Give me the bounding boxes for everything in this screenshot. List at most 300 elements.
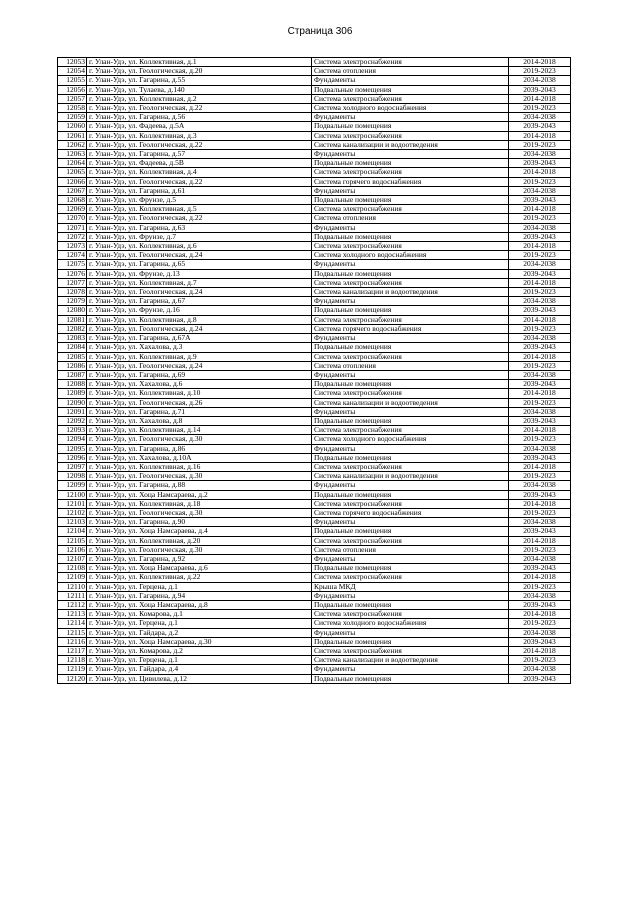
address-cell: г. Улан-Удэ, ул. Коллективная, д.6 [87, 242, 312, 251]
table-row [58, 196, 571, 205]
row-number-cell: 12092 [58, 416, 87, 425]
row-number-cell: 12063 [58, 150, 87, 159]
row-number-cell: 12103 [58, 518, 87, 527]
address-cell: г. Улан-Удэ, ул. Коллективная, д.20 [87, 536, 312, 545]
row-number-cell: 12104 [58, 527, 87, 536]
row-number-cell: 12109 [58, 573, 87, 582]
period-cell: 2014-2018 [509, 242, 571, 251]
system-cell: Подвальные помещения [312, 343, 509, 352]
table-row [58, 85, 571, 94]
table-row [58, 453, 571, 462]
address-cell: г. Улан-Удэ, ул. Хоца Намсараева, д.6 [87, 564, 312, 573]
row-number-cell: 12116 [58, 637, 87, 646]
address-cell: г. Улан-Удэ, ул. Геологическая, д.30 [87, 508, 312, 517]
row-number-cell: 12088 [58, 380, 87, 389]
table-row [58, 610, 571, 619]
address-cell: г. Улан-Удэ, ул. Коллективная, д.2 [87, 94, 312, 103]
row-number-cell: 12072 [58, 232, 87, 241]
table-row [58, 582, 571, 591]
row-number-cell: 12079 [58, 297, 87, 306]
period-cell: 2019-2023 [509, 508, 571, 517]
system-cell: Система канализации и водоотведения [312, 398, 509, 407]
table-row [58, 444, 571, 453]
period-cell: 2034-2038 [509, 591, 571, 600]
period-cell: 2034-2038 [509, 150, 571, 159]
system-cell: Подвальные помещения [312, 527, 509, 536]
system-cell: Система электроснабжения [312, 536, 509, 545]
period-cell: 2019-2023 [509, 177, 571, 186]
period-cell: 2019-2023 [509, 67, 571, 76]
row-number-cell: 12118 [58, 656, 87, 665]
system-cell: Система электроснабжения [312, 94, 509, 103]
table-row [58, 472, 571, 481]
table-row [58, 370, 571, 379]
table-row [58, 527, 571, 536]
system-cell: Подвальные помещения [312, 453, 509, 462]
address-cell: г. Улан-Удэ, ул. Гагарина, д.57 [87, 150, 312, 159]
period-cell: 2034-2038 [509, 407, 571, 416]
address-cell: г. Улан-Удэ, ул. Гайдара, д.4 [87, 665, 312, 674]
period-cell: 2019-2023 [509, 251, 571, 260]
table-row [58, 665, 571, 674]
row-number-cell: 12097 [58, 462, 87, 471]
address-cell: г. Улан-Удэ, ул. Гагарина, д.88 [87, 481, 312, 490]
table-row [58, 481, 571, 490]
row-number-cell: 12076 [58, 269, 87, 278]
table-row [58, 637, 571, 646]
period-cell: 2019-2023 [509, 398, 571, 407]
period-cell: 2014-2018 [509, 610, 571, 619]
table-row [58, 58, 571, 67]
address-cell: г. Улан-Удэ, ул. Комарова, д.1 [87, 610, 312, 619]
period-cell: 2034-2038 [509, 444, 571, 453]
row-number-cell: 12085 [58, 352, 87, 361]
row-number-cell: 12115 [58, 628, 87, 637]
address-cell: г. Улан-Удэ, ул. Геологическая, д.30 [87, 435, 312, 444]
address-cell: г. Улан-Удэ, ул. Тулаева, д.140 [87, 85, 312, 94]
system-cell: Фундаменты [312, 444, 509, 453]
row-number-cell: 12075 [58, 260, 87, 269]
row-number-cell: 12056 [58, 85, 87, 94]
works-table [57, 57, 571, 684]
address-cell: г. Улан-Удэ, ул. Коллективная, д.14 [87, 426, 312, 435]
table-row [58, 140, 571, 149]
system-cell: Подвальные помещения [312, 306, 509, 315]
table-row [58, 416, 571, 425]
system-cell: Подвальные помещения [312, 564, 509, 573]
system-cell: Система горячего водоснабжения [312, 324, 509, 333]
table-row [58, 554, 571, 563]
system-cell: Система горячего водоснабжения [312, 177, 509, 186]
address-cell: г. Улан-Удэ, ул. Коллективная, д.18 [87, 499, 312, 508]
works-table-body [58, 58, 571, 684]
address-cell: г. Улан-Удэ, ул. Гагарина, д.94 [87, 591, 312, 600]
address-cell: г. Улан-Удэ, ул. Геологическая, д.26 [87, 398, 312, 407]
row-number-cell: 12113 [58, 610, 87, 619]
table-row [58, 490, 571, 499]
system-cell: Фундаменты [312, 150, 509, 159]
system-cell: Подвальные помещения [312, 380, 509, 389]
address-cell: г. Улан-Удэ, ул. Гагарина, д.69 [87, 370, 312, 379]
address-cell: г. Улан-Удэ, ул. Герцена, д.1 [87, 582, 312, 591]
period-cell: 2034-2038 [509, 554, 571, 563]
row-number-cell: 12070 [58, 214, 87, 223]
system-cell: Подвальные помещения [312, 122, 509, 131]
address-cell: г. Улан-Удэ, ул. Геологическая, д.24 [87, 361, 312, 370]
address-cell: г. Улан-Удэ, ул. Геологическая, д.20 [87, 67, 312, 76]
system-cell: Система электроснабжения [312, 131, 509, 140]
address-cell: г. Улан-Удэ, ул. Гагарина, д.56 [87, 113, 312, 122]
address-cell: г. Улан-Удэ, ул. Гагарина, д.90 [87, 518, 312, 527]
address-cell: г. Улан-Удэ, ул. Геологическая, д.24 [87, 251, 312, 260]
system-cell: Фундаменты [312, 223, 509, 232]
address-cell: г. Улан-Удэ, ул. Геологическая, д.30 [87, 472, 312, 481]
period-cell: 2019-2023 [509, 472, 571, 481]
table-row [58, 435, 571, 444]
period-cell: 2019-2023 [509, 140, 571, 149]
address-cell: г. Улан-Удэ, ул. Коллективная, д.1 [87, 58, 312, 67]
table-row [58, 251, 571, 260]
row-number-cell: 12059 [58, 113, 87, 122]
system-cell: Система электроснабжения [312, 499, 509, 508]
system-cell: Система холодного водоснабжения [312, 435, 509, 444]
system-cell: Фундаменты [312, 554, 509, 563]
address-cell: г. Улан-Удэ, ул. Геологическая, д.24 [87, 324, 312, 333]
row-number-cell: 12100 [58, 490, 87, 499]
system-cell: Система холодного водоснабжения [312, 619, 509, 628]
row-number-cell: 12093 [58, 426, 87, 435]
period-cell: 2014-2018 [509, 205, 571, 214]
address-cell: г. Улан-Удэ, ул. Геологическая, д.22 [87, 140, 312, 149]
table-row [58, 343, 571, 352]
address-cell: г. Улан-Удэ, ул. Хоца Намсараева, д.4 [87, 527, 312, 536]
address-cell: г. Улан-Удэ, ул. Фрунзе, д.13 [87, 269, 312, 278]
table-row [58, 76, 571, 85]
row-number-cell: 12084 [58, 343, 87, 352]
table-row [58, 131, 571, 140]
period-cell: 2019-2023 [509, 545, 571, 554]
period-cell: 2034-2038 [509, 481, 571, 490]
period-cell: 2014-2018 [509, 352, 571, 361]
row-number-cell: 12071 [58, 223, 87, 232]
address-cell: г. Улан-Удэ, ул. Гайдара, д.2 [87, 628, 312, 637]
period-cell: 2014-2018 [509, 462, 571, 471]
row-number-cell: 12101 [58, 499, 87, 508]
address-cell: г. Улан-Удэ, ул. Гагарина, д.92 [87, 554, 312, 563]
period-cell: 2014-2018 [509, 168, 571, 177]
table-row [58, 278, 571, 287]
system-cell: Фундаменты [312, 186, 509, 195]
system-cell: Фундаменты [312, 591, 509, 600]
table-row [58, 260, 571, 269]
system-cell: Фундаменты [312, 334, 509, 343]
address-cell: г. Улан-Удэ, ул. Комарова, д.2 [87, 647, 312, 656]
table-row [58, 508, 571, 517]
system-cell: Система отопления [312, 67, 509, 76]
period-cell: 2014-2018 [509, 315, 571, 324]
system-cell: Подвальные помещения [312, 674, 509, 683]
address-cell: г. Улан-Удэ, ул. Коллективная, д.8 [87, 315, 312, 324]
period-cell: 2039-2043 [509, 674, 571, 683]
period-cell: 2019-2023 [509, 324, 571, 333]
row-number-cell: 12096 [58, 453, 87, 462]
period-cell: 2039-2043 [509, 564, 571, 573]
table-row [58, 113, 571, 122]
system-cell: Фундаменты [312, 113, 509, 122]
period-cell: 2039-2043 [509, 527, 571, 536]
address-cell: г. Улан-Удэ, ул. Геологическая, д.22 [87, 104, 312, 113]
period-cell: 2014-2018 [509, 647, 571, 656]
row-number-cell: 12082 [58, 324, 87, 333]
table-row [58, 168, 571, 177]
address-cell: г. Улан-Удэ, ул. Хоца Намсараева, д.30 [87, 637, 312, 646]
table-row [58, 426, 571, 435]
system-cell: Подвальные помещения [312, 600, 509, 609]
system-cell: Фундаменты [312, 260, 509, 269]
address-cell: г. Улан-Удэ, ул. Коллективная, д.22 [87, 573, 312, 582]
table-row [58, 518, 571, 527]
system-cell: Система электроснабжения [312, 352, 509, 361]
system-cell: Система электроснабжения [312, 205, 509, 214]
row-number-cell: 12099 [58, 481, 87, 490]
row-number-cell: 12108 [58, 564, 87, 573]
period-cell: 2039-2043 [509, 306, 571, 315]
address-cell: г. Улан-Удэ, ул. Коллективная, д.10 [87, 389, 312, 398]
row-number-cell: 12107 [58, 554, 87, 563]
system-cell: Система отопления [312, 361, 509, 370]
period-cell: 2034-2038 [509, 260, 571, 269]
address-cell: г. Улан-Удэ, ул. Коллективная, д.3 [87, 131, 312, 140]
table-row [58, 656, 571, 665]
row-number-cell: 12089 [58, 389, 87, 398]
address-cell: г. Улан-Удэ, ул. Коллективная, д.9 [87, 352, 312, 361]
row-number-cell: 12102 [58, 508, 87, 517]
address-cell: г. Улан-Удэ, ул. Геологическая, д.22 [87, 177, 312, 186]
address-cell: г. Улан-Удэ, ул. Хоца Намсараева, д.2 [87, 490, 312, 499]
period-cell: 2039-2043 [509, 122, 571, 131]
address-cell: г. Улан-Удэ, ул. Гагарина, д.65 [87, 260, 312, 269]
table-row [58, 232, 571, 241]
period-cell: 2019-2023 [509, 214, 571, 223]
table-row [58, 334, 571, 343]
system-cell: Система холодного водоснабжения [312, 104, 509, 113]
table-row [58, 600, 571, 609]
table-row [58, 223, 571, 232]
row-number-cell: 12077 [58, 278, 87, 287]
address-cell: г. Улан-Удэ, ул. Хахалова, д.10А [87, 453, 312, 462]
address-cell: г. Улан-Удэ, ул. Фадеева, д.5В [87, 159, 312, 168]
address-cell: г. Улан-Удэ, ул. Фадеева, д.5А [87, 122, 312, 131]
system-cell: Фундаменты [312, 665, 509, 674]
period-cell: 2039-2043 [509, 490, 571, 499]
table-container [57, 57, 571, 684]
system-cell: Система электроснабжения [312, 462, 509, 471]
row-number-cell: 12065 [58, 168, 87, 177]
table-row [58, 177, 571, 186]
period-cell: 2019-2023 [509, 361, 571, 370]
period-cell: 2014-2018 [509, 58, 571, 67]
table-row [58, 674, 571, 683]
period-cell: 2019-2023 [509, 656, 571, 665]
period-cell: 2034-2038 [509, 297, 571, 306]
address-cell: г. Улан-Удэ, ул. Цивилева, д.12 [87, 674, 312, 683]
system-cell: Система канализации и водоотведения [312, 288, 509, 297]
row-number-cell: 12057 [58, 94, 87, 103]
period-cell: 2039-2043 [509, 269, 571, 278]
period-cell: 2034-2038 [509, 518, 571, 527]
page-header: Страница 306 [287, 26, 353, 37]
system-cell: Фундаменты [312, 628, 509, 637]
period-cell: 2034-2038 [509, 186, 571, 195]
row-number-cell: 12064 [58, 159, 87, 168]
row-number-cell: 12080 [58, 306, 87, 315]
table-row [58, 306, 571, 315]
system-cell: Система электроснабжения [312, 242, 509, 251]
table-row [58, 242, 571, 251]
system-cell: Фундаменты [312, 370, 509, 379]
row-number-cell: 12062 [58, 140, 87, 149]
period-cell: 2034-2038 [509, 628, 571, 637]
row-number-cell: 12069 [58, 205, 87, 214]
system-cell: Система отопления [312, 214, 509, 223]
system-cell: Система электроснабжения [312, 426, 509, 435]
period-cell: 2034-2038 [509, 370, 571, 379]
address-cell: г. Улан-Удэ, ул. Гагарина, д.86 [87, 444, 312, 453]
address-cell: г. Улан-Удэ, ул. Коллективная, д.7 [87, 278, 312, 287]
system-cell: Система электроснабжения [312, 278, 509, 287]
address-cell: г. Улан-Удэ, ул. Герцена, д.1 [87, 619, 312, 628]
system-cell: Система электроснабжения [312, 610, 509, 619]
address-cell: г. Улан-Удэ, ул. Фрунзе, д.7 [87, 232, 312, 241]
system-cell: Подвальные помещения [312, 85, 509, 94]
system-cell: Подвальные помещения [312, 269, 509, 278]
table-row [58, 94, 571, 103]
table-row [58, 186, 571, 195]
table-row [58, 361, 571, 370]
row-number-cell: 12078 [58, 288, 87, 297]
table-row [58, 352, 571, 361]
row-number-cell: 12098 [58, 472, 87, 481]
table-row [58, 150, 571, 159]
period-cell: 2039-2043 [509, 637, 571, 646]
row-number-cell: 12095 [58, 444, 87, 453]
table-row [58, 499, 571, 508]
row-number-cell: 12105 [58, 536, 87, 545]
period-cell: 2039-2043 [509, 380, 571, 389]
address-cell: г. Улан-Удэ, ул. Гагарина, д.67 [87, 297, 312, 306]
row-number-cell: 12066 [58, 177, 87, 186]
row-number-cell: 12053 [58, 58, 87, 67]
row-number-cell: 12061 [58, 131, 87, 140]
table-row [58, 297, 571, 306]
system-cell: Крыша МКД [312, 582, 509, 591]
period-cell: 2039-2043 [509, 343, 571, 352]
row-number-cell: 12091 [58, 407, 87, 416]
period-cell: 2014-2018 [509, 94, 571, 103]
address-cell: г. Улан-Удэ, ул. Гагарина, д.67А [87, 334, 312, 343]
row-number-cell: 12067 [58, 186, 87, 195]
period-cell: 2019-2023 [509, 582, 571, 591]
address-cell: г. Улан-Удэ, ул. Хахалова, д.6 [87, 380, 312, 389]
system-cell: Система канализации и водоотведения [312, 472, 509, 481]
table-row [58, 407, 571, 416]
address-cell: г. Улан-Удэ, ул. Фрунзе, д.5 [87, 196, 312, 205]
period-cell: 2039-2043 [509, 416, 571, 425]
period-cell: 2014-2018 [509, 278, 571, 287]
period-cell: 2039-2043 [509, 453, 571, 462]
period-cell: 2039-2043 [509, 600, 571, 609]
address-cell: г. Улан-Удэ, ул. Фрунзе, д.16 [87, 306, 312, 315]
row-number-cell: 12086 [58, 361, 87, 370]
table-row [58, 462, 571, 471]
table-row [58, 324, 571, 333]
system-cell: Подвальные помещения [312, 637, 509, 646]
system-cell: Фундаменты [312, 407, 509, 416]
table-row [58, 205, 571, 214]
table-row [58, 315, 571, 324]
table-row [58, 288, 571, 297]
system-cell: Фундаменты [312, 297, 509, 306]
system-cell: Подвальные помещения [312, 490, 509, 499]
row-number-cell: 12055 [58, 76, 87, 85]
system-cell: Система электроснабжения [312, 58, 509, 67]
period-cell: 2034-2038 [509, 665, 571, 674]
period-cell: 2039-2043 [509, 232, 571, 241]
address-cell: г. Улан-Удэ, ул. Гагарина, д.71 [87, 407, 312, 416]
address-cell: г. Улан-Удэ, ул. Гагарина, д.55 [87, 76, 312, 85]
system-cell: Система электроснабжения [312, 315, 509, 324]
system-cell: Система канализации и водоотведения [312, 140, 509, 149]
row-number-cell: 12060 [58, 122, 87, 131]
row-number-cell: 12120 [58, 674, 87, 683]
row-number-cell: 12081 [58, 315, 87, 324]
system-cell: Фундаменты [312, 518, 509, 527]
address-cell: г. Улан-Удэ, ул. Коллективная, д.5 [87, 205, 312, 214]
period-cell: 2034-2038 [509, 223, 571, 232]
table-row [58, 389, 571, 398]
period-cell: 2034-2038 [509, 76, 571, 85]
period-cell: 2034-2038 [509, 113, 571, 122]
table-row [58, 591, 571, 600]
table-row [58, 214, 571, 223]
row-number-cell: 12054 [58, 67, 87, 76]
system-cell: Система электроснабжения [312, 573, 509, 582]
address-cell: г. Улан-Удэ, ул. Хоца Намсараева, д.8 [87, 600, 312, 609]
system-cell: Система канализации и водоотведения [312, 656, 509, 665]
row-number-cell: 12117 [58, 647, 87, 656]
system-cell: Система электроснабжения [312, 168, 509, 177]
row-number-cell: 12083 [58, 334, 87, 343]
address-cell: г. Улан-Удэ, ул. Коллективная, д.16 [87, 462, 312, 471]
period-cell: 2019-2023 [509, 104, 571, 113]
system-cell: Система отопления [312, 545, 509, 554]
address-cell: г. Улан-Удэ, ул. Геологическая, д.24 [87, 288, 312, 297]
address-cell: г. Улан-Удэ, ул. Геологическая, д.30 [87, 545, 312, 554]
table-row [58, 647, 571, 656]
period-cell: 2039-2043 [509, 159, 571, 168]
row-number-cell: 12114 [58, 619, 87, 628]
table-row [58, 398, 571, 407]
period-cell: 2019-2023 [509, 619, 571, 628]
table-row [58, 122, 571, 131]
table-row [58, 269, 571, 278]
table-row [58, 545, 571, 554]
system-cell: Подвальные помещения [312, 196, 509, 205]
address-cell: г. Улан-Удэ, ул. Хахалова, д.8 [87, 416, 312, 425]
period-cell: 2034-2038 [509, 334, 571, 343]
row-number-cell: 12087 [58, 370, 87, 379]
period-cell: 2019-2023 [509, 288, 571, 297]
